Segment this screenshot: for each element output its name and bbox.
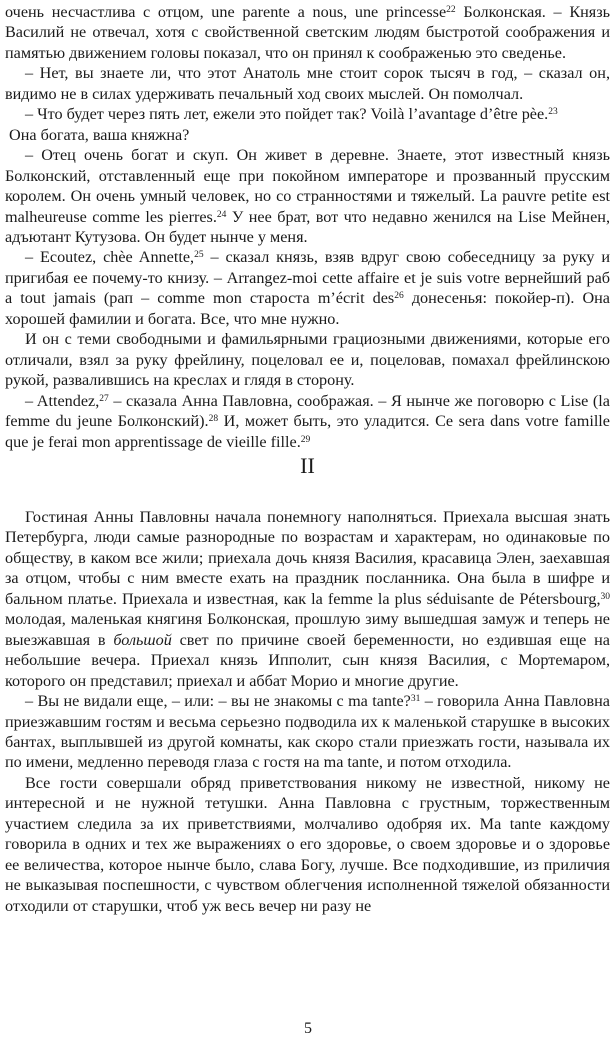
text-segment: – говорила Анна Павловна приезжавшим гостям и весьма серьезно подводила их к маленькой старушке в высоких бантах, выплывшей из другой комнаты, как скоро стали приезжать гости, называла их по имени, медленно переводя глаза с гостя на ma tante, и потом отходила. bbox=[5, 692, 610, 772]
text-segment: – сказала Анна Павловна, соображая. – Я нынче же поговорю с Lise (la femme du jeune Болконский). bbox=[5, 391, 610, 431]
text-segment: – Вы не видали еще, – или: – вы не знакомы с ma tante? bbox=[25, 692, 411, 711]
text-segment: Все гости совершали обряд приветствования никому не известной, никому не интересной и не нужной тетушки. Анна Павловна с грустным, торжественным участием следила за их приветствиями, молчаливо одобряя их. Ma tante каждому говорила в одних и тех же выражениях о его здоровье, о своем здоровье и о здоровье ее величества, которое нынче было, слава Богу, лучше. Все подходившие, из приличия не выказывая поспешности, с чувством облегчения исполненной тяжелой обязанности отходили от старушки, чтоб уж весь вечер ни разу не bbox=[5, 773, 610, 915]
footnote-marker: 28 bbox=[208, 414, 219, 425]
paragraph bbox=[5, 507, 610, 691]
text-segment: И он с теми свободными и фамильярными грациозными движениями, которые его отличали, взял за руку фрейлину, поцеловал ее и, поцеловав, помахал фрейлинскою рукой, развалившись на креслах и глядя в сторону. bbox=[5, 330, 610, 390]
footnote-marker: 25 bbox=[194, 250, 204, 261]
paragraph bbox=[5, 2, 610, 63]
paragraph bbox=[5, 145, 610, 247]
text-segment: И, может быть, это уладится. Ce sera dans votre famille que je ferai mon apprentissage de vieille fille. bbox=[5, 412, 610, 451]
text-segment: Гостиная Анны Павловны начала понемногу наполняться. Приехала высшая знать Петербурга, люди самые разнородные по возрастам и характерам, но одинаковые по обществу, в каком все жили; приехала дочь князя Василия, красавица Элен, заехавшая за отцом, чтобы с ним вместе ехать на праздник посланника. Она была в шифре и бальном платье. Приехала и известная, как la femme la plus séduisante de Pétersbourg, bbox=[5, 507, 610, 608]
paragraph bbox=[5, 104, 610, 124]
paragraph bbox=[5, 125, 610, 145]
paragraph bbox=[5, 63, 610, 104]
paragraph bbox=[5, 391, 610, 452]
footnote-marker: 22 bbox=[446, 5, 456, 15]
footnote-marker: 29 bbox=[300, 434, 311, 445]
text-before-chapter bbox=[5, 2, 610, 452]
footnote-marker: 23 bbox=[548, 107, 558, 118]
text-segment: очень несчастлива с отцом, une parente a nous, une princesse bbox=[5, 3, 447, 21]
text-segment: У нее брат, вот что недавно женился на Lise Мейнен, адъютант Кутузова. Он будет нынче у меня. bbox=[5, 207, 610, 246]
paragraph bbox=[5, 773, 610, 916]
text-segment: Болконская. – Князь Василий не отвечал, хотя с свойственной светским людям быстротой соображения и памятью движением головы показал, что он принял к соображенью это сведенье. bbox=[5, 3, 610, 62]
text-segment: свет по причине своей беременности, но ездившая еще на небольшие вечера. Приехал князь Ипполит, сын князя Василия, с Мортемаром, которого он представил; приехал и аббат Морио и многие другие. bbox=[5, 630, 610, 690]
text-segment: донесенья: покойер-п). Она хорошей фамилии и богата. Все, что мне нужно. bbox=[5, 289, 610, 328]
paragraph bbox=[5, 247, 610, 329]
emphasized-text: большой bbox=[113, 630, 172, 649]
footnote-marker: 26 bbox=[394, 291, 404, 302]
footnote-marker: 31 bbox=[410, 694, 421, 705]
text-segment: молодая, маленькая княгиня Болконская, прошлую зиму вышедшая замуж и теперь не выезжавшая в bbox=[5, 610, 610, 649]
text-segment: – сказал князь, взяв вдруг свою собеседницу за руку и пригибая ее почему-то книзу. – Arrangez-moi cette affaire et je suis votre вернейший раб a tout jamais (рап – comme mon староста m’écrit des bbox=[5, 248, 611, 308]
text-after-chapter bbox=[5, 507, 610, 916]
footnote-marker: 30 bbox=[600, 591, 610, 602]
text-segment: – Attendez, bbox=[25, 391, 100, 410]
paragraph bbox=[5, 329, 610, 390]
footnote-marker: 24 bbox=[216, 209, 227, 220]
text-segment: Она богата, ваша княжна? bbox=[9, 125, 190, 144]
chapter-heading: II bbox=[300, 452, 315, 478]
text-segment: – Нет, вы знаете ли, что этот Анатоль мне стоит сорок тысяч в год, – сказал он, видимо не в силах удерживать печальный ход своих мыслей. Он помолчал. bbox=[5, 64, 610, 103]
text-segment: – Что будет через пять лет, ежели это пойдет так? Voilà l’avantage d’être pèe. bbox=[25, 105, 549, 124]
footnote-marker: 27 bbox=[99, 393, 109, 404]
text-segment: – Ecoutez, chèe Annette, bbox=[25, 248, 195, 267]
page-number: 5 bbox=[304, 1020, 312, 1037]
text-segment: – Отец очень богат и скуп. Он живет в деревне. Знаете, этот известный князь Болконский, отставленный еще при покойном императоре и прозванный прусским королем. Он очень умный человек, но со странностями и тяжелый. La pauvre petite est malheureuse comme les pierres. bbox=[5, 146, 610, 226]
paragraph bbox=[5, 691, 610, 773]
